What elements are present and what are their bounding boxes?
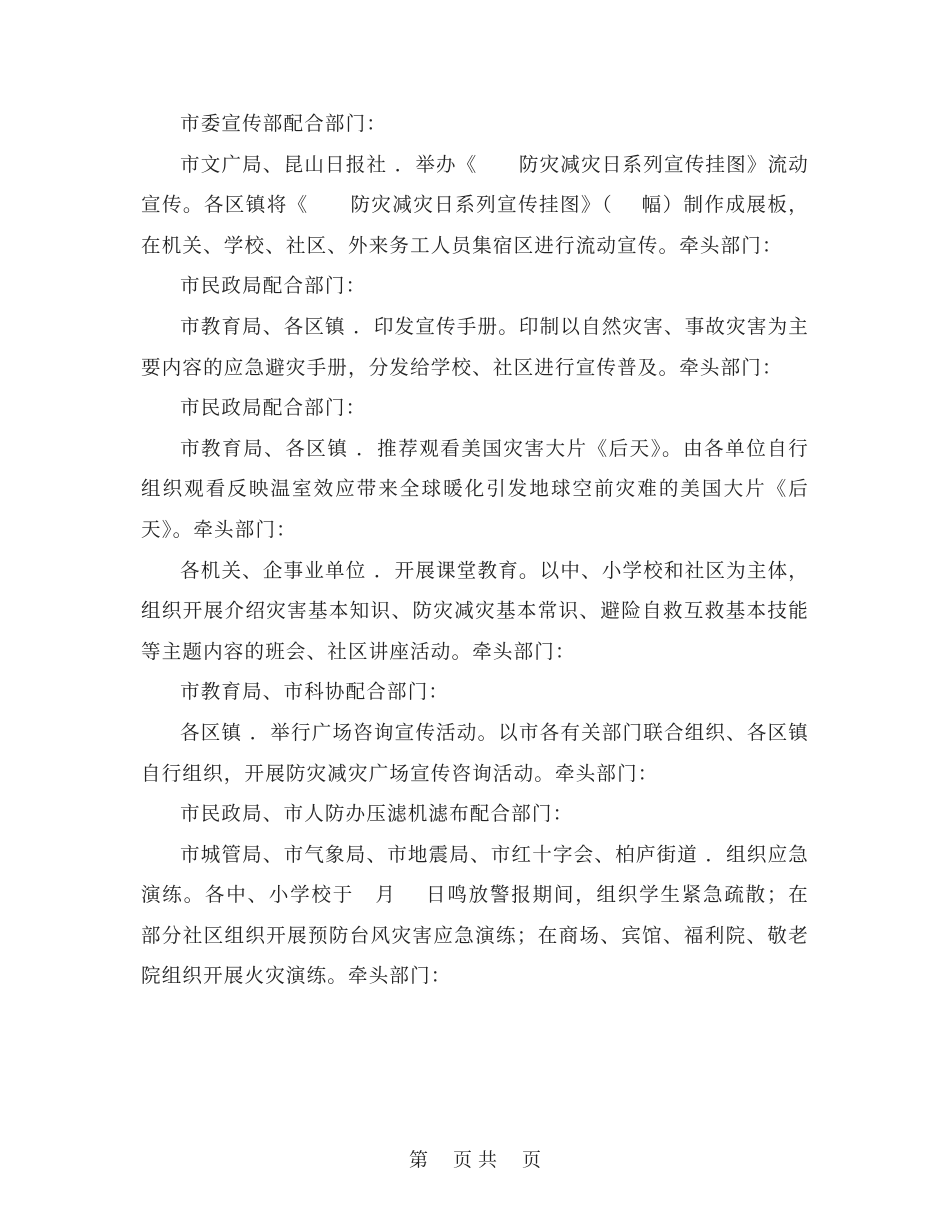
paragraph-3: 市民政局配合部门： [180, 274, 367, 298]
paragraph-2: 市文广局、昆山日报社 ．举办《 防灾减灾日系列宣传挂图》流动宣传。各区镇将《 防灾减灾日系列宣传挂图》（ 幅）制作成展板，在机关、学校、社区、外来务工人员集宿区进行流动宣传。牵头部门： [141, 152, 809, 257]
paragraph-7: 各机关、企事业单位 ．开展课堂教育。以中、小学校和社区为主体，组织开展介绍灾害基本知识、防灾减灾基本常识、避险自救互救基本技能等主题内容的班会、社区讲座活动。牵头部门： [141, 558, 809, 663]
document-body [141, 104, 809, 997]
paragraph-9: 各区镇 ．举行广场咨询宣传活动。以市各有关部门联合组织、各区镇自行组织，开展防灾减灾广场宣传咨询活动。牵头部门： [141, 720, 809, 785]
paragraph-5: 市民政局配合部门： [180, 396, 367, 420]
page-footer: 第 页 共 页 [408, 1149, 542, 1171]
paragraph-11: 市城管局、市气象局、市地震局、市红十字会、柏庐街道 ．组织应急演练。各中、小学校于 月 日鸣放警报期间，组织学生紧急疏散；在部分社区组织开展预防台风灾害应急演练；在商场、宾馆、福利院、敬老院组织开展火灾演练。牵头部门： [141, 842, 809, 988]
paragraph-10: 市民政局、市人防办压滤机滤布配合部门： [180, 802, 574, 826]
paragraph-6: 市教育局、各区镇 ．推荐观看美国灾害大片《后天》。由各单位自行组织观看反映温室效应带来全球暖化引发地球空前灾难的美国大片《后天》。牵头部门： [141, 436, 809, 541]
paragraph-4: 市教育局、各区镇 ．印发宣传手册。印制以自然灾害、事故灾害为主要内容的应急避灾手册，分发给学校、社区进行宣传普及。牵头部门： [141, 314, 809, 379]
paragraph-1: 市委宣传部配合部门： [180, 112, 388, 135]
paragraph-8: 市教育局、市科协配合部门： [180, 680, 450, 704]
